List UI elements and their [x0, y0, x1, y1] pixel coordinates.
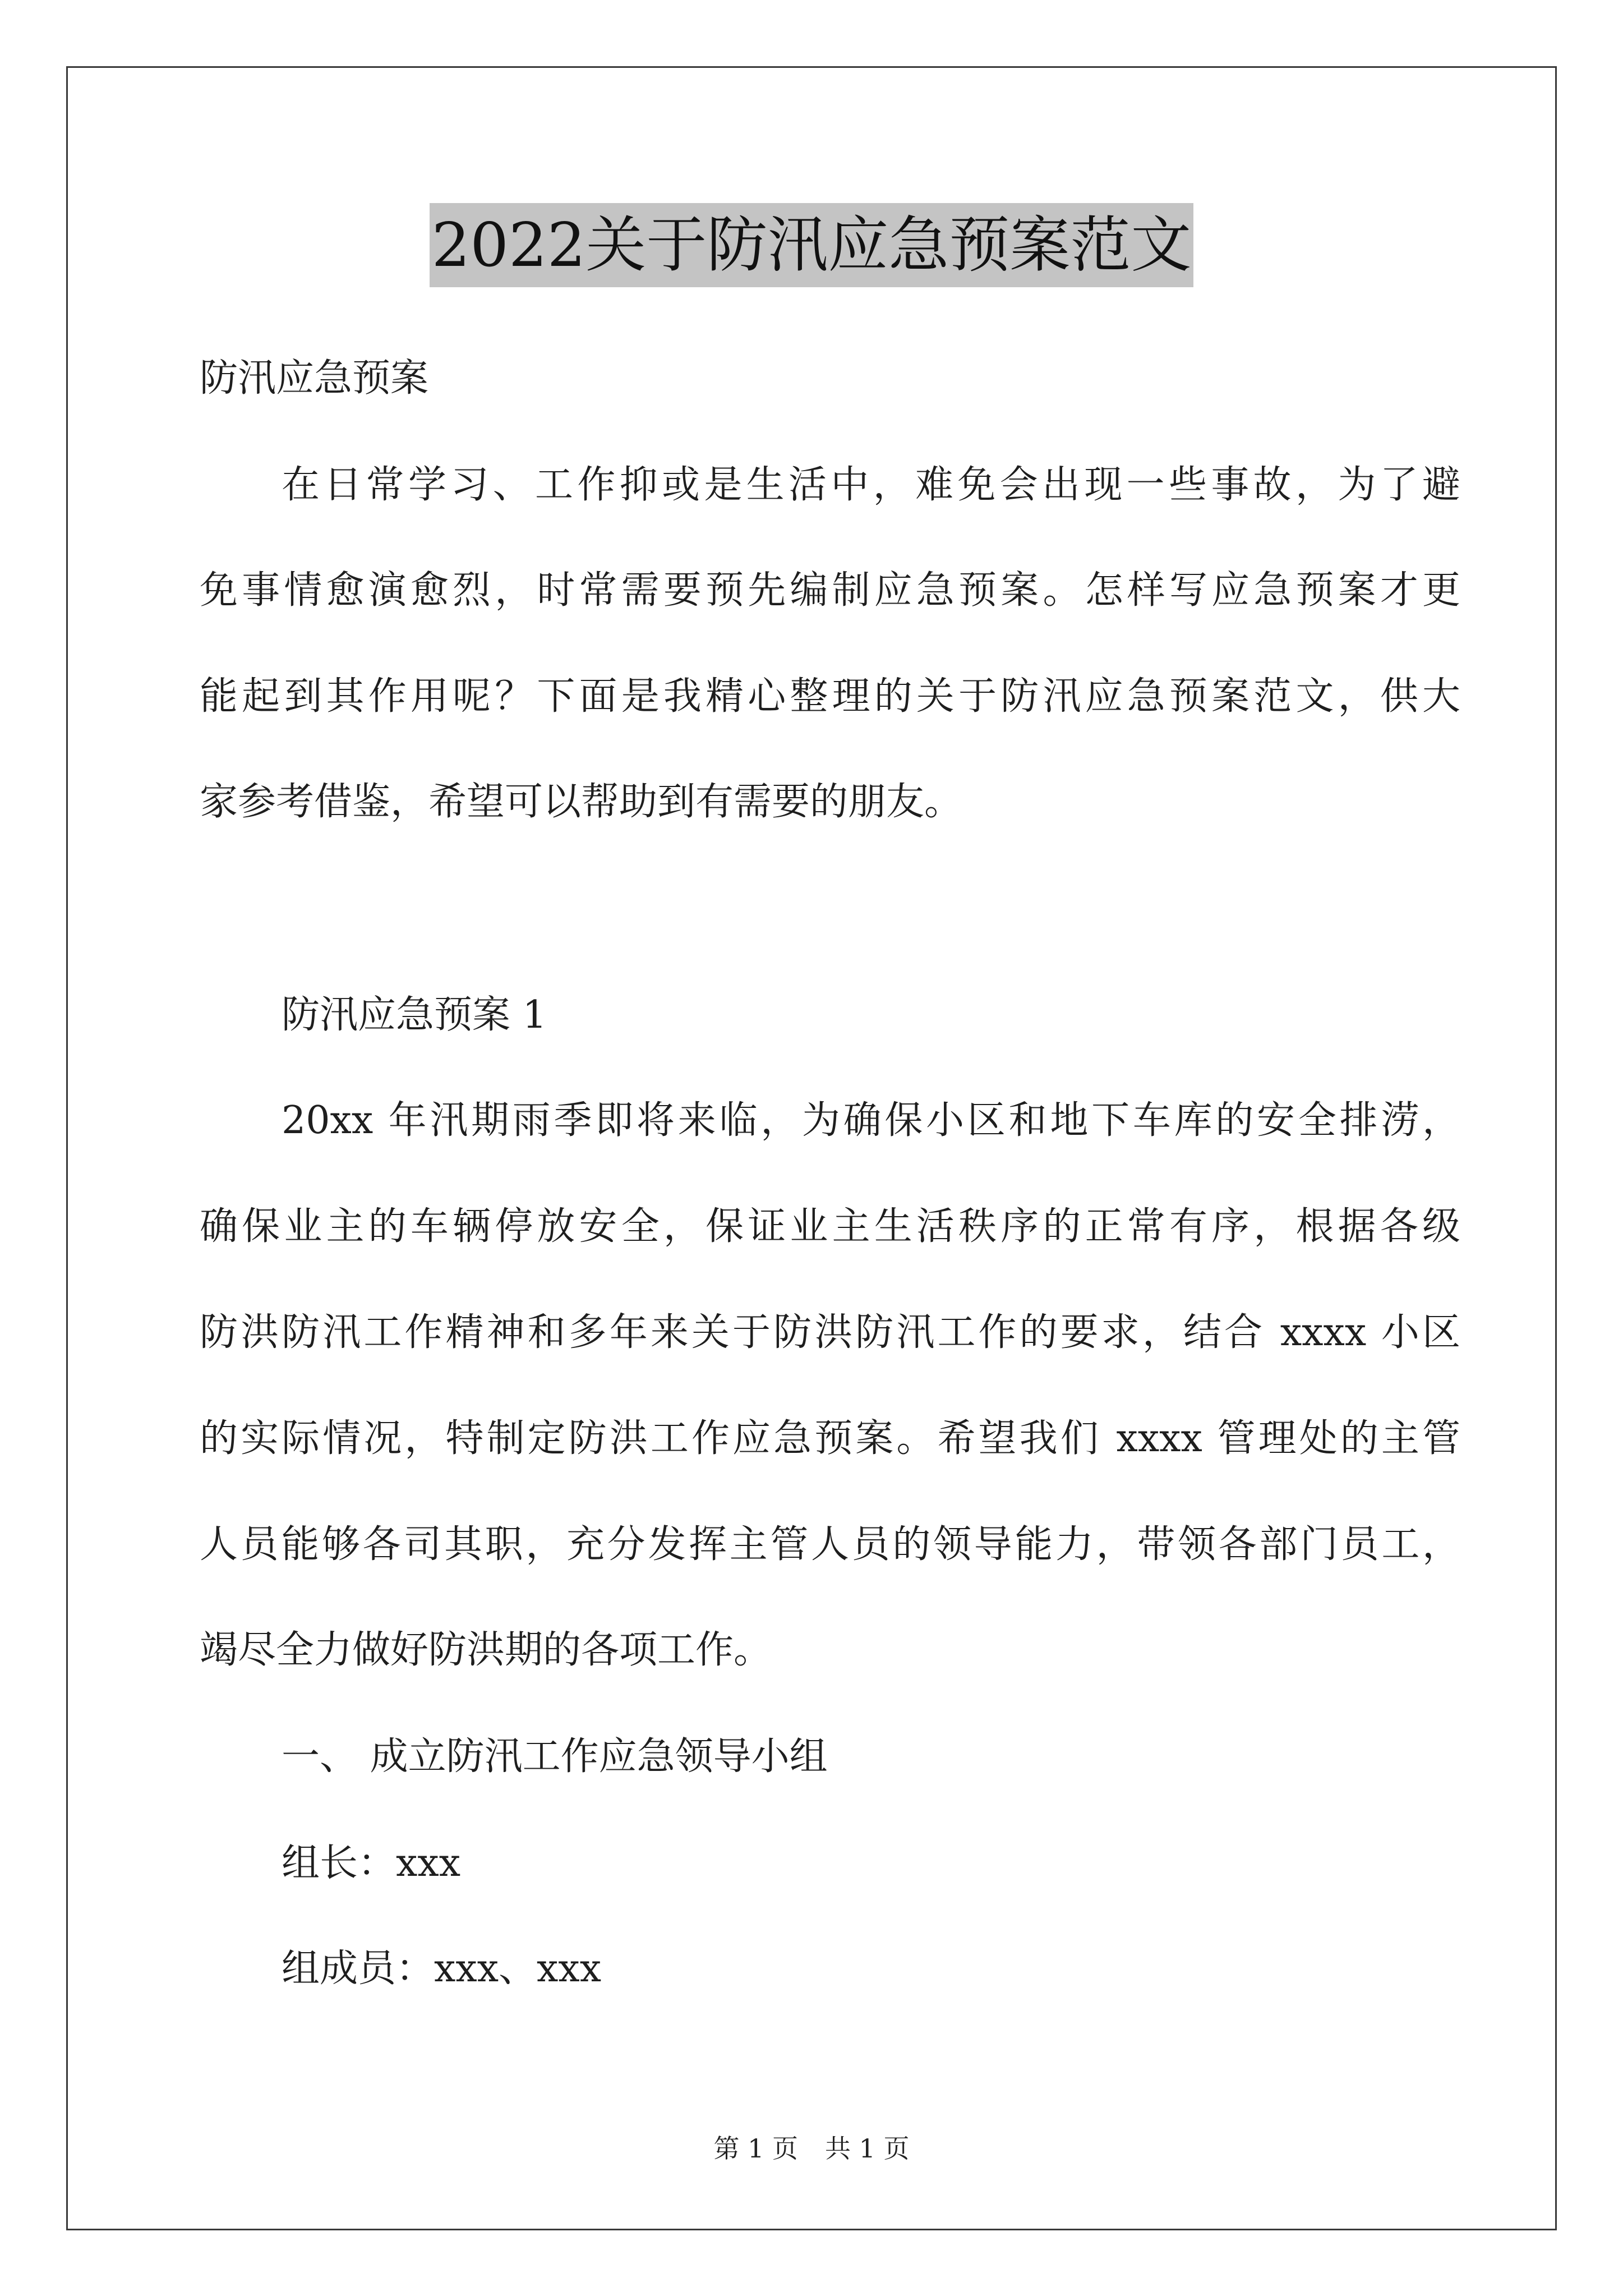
page-number: 第 1 页 — [713, 2133, 798, 2164]
leader-line: 组长：xxx — [282, 1841, 461, 1885]
subsection-heading: 一、 成立防汛工作应急领导小组 — [282, 1734, 828, 1779]
intro-line-2: 免事情愈演愈烈，时常需要预先编制应急预案。怎样写应急预案才更 — [200, 568, 1460, 613]
section-heading: 防汛应急预案 1 — [282, 993, 547, 1037]
body-line-4: 的实际情况，特制定防洪工作应急预案。希望我们 xxxx 管理处的主管 — [200, 1416, 1460, 1461]
title-container — [0, 203, 1623, 287]
document-heading: 防汛应急预案 — [200, 356, 429, 401]
intro-line-1: 在日常学习、工作抑或是生活中，难免会出现一些事故，为了避 — [282, 463, 1460, 507]
page-footer — [0, 2133, 1623, 2164]
body-line-5: 人员能够各司其职，充分发挥主管人员的领导能力，带领各部门员工， — [200, 1522, 1460, 1567]
document-title: 2022关于防汛应急预案范文 — [430, 203, 1194, 287]
intro-line-4: 家参考借鉴，希望可以帮助到有需要的朋友。 — [200, 780, 963, 824]
body-line-6: 竭尽全力做好防洪期的各项工作。 — [200, 1628, 772, 1672]
body-line-2: 确保业主的车辆停放安全，保证业主生活秩序的正常有序，根据各级 — [200, 1204, 1460, 1249]
body-line-3: 防洪防汛工作精神和多年来关于防洪防汛工作的要求，结合 xxxx 小区 — [200, 1310, 1460, 1355]
members-line: 组成员：xxx、xxx — [282, 1947, 602, 1991]
body-line-1: 20xx 年汛期雨季即将来临，为确保小区和地下车库的安全排涝， — [282, 1098, 1460, 1143]
intro-line-3: 能起到其作用呢？下面是我精心整理的关于防汛应急预案范文，供大 — [200, 674, 1460, 719]
page-total: 共 1 页 — [825, 2133, 910, 2164]
